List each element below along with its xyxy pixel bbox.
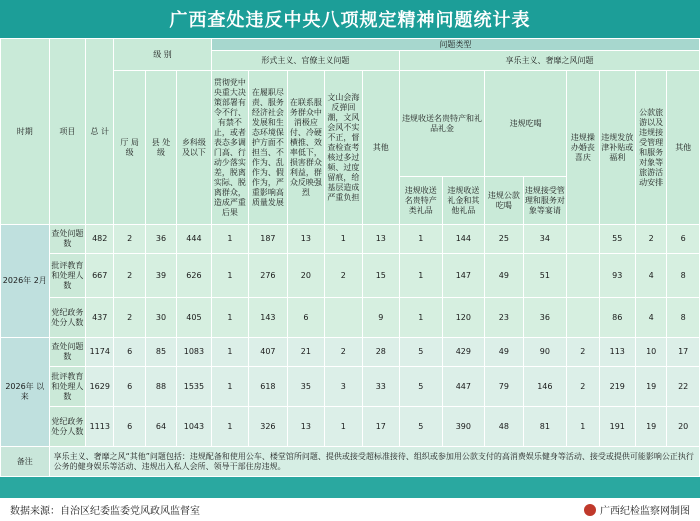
cell: 276 [249, 254, 287, 298]
row-item-label: 批评教育和处理人数 [49, 367, 85, 407]
table-row [1, 225, 700, 254]
header-dine-banquet: 违规接受管理和服务对象等宴请 [523, 177, 567, 225]
cell: 219 [599, 367, 635, 407]
cell: 1 [211, 407, 248, 447]
header-formalism-2: 在履职尽责、服务经济社会发展和生态环境保护方面不担当、不作为、乱作为、假作为，严重影响高质量发展 [249, 71, 287, 225]
cell: 405 [177, 298, 211, 338]
cell: 390 [442, 407, 485, 447]
cell: 144 [442, 225, 485, 254]
cell: 447 [442, 367, 485, 407]
cell: 90 [523, 338, 567, 367]
cell: 1043 [177, 407, 211, 447]
cell: 36 [145, 225, 176, 254]
cell: 5 [400, 407, 443, 447]
data-source: 数据来源：自治区纪委监委党风政风监督室 [10, 506, 200, 517]
cell: 93 [599, 254, 635, 298]
cell: 10 [635, 338, 666, 367]
cell: 6 [114, 338, 145, 367]
cell: 4 [635, 254, 666, 298]
cell: 5 [400, 338, 443, 367]
cell: 482 [86, 225, 114, 254]
cell: 429 [442, 338, 485, 367]
table-row [1, 338, 700, 367]
cell: 2 [325, 254, 362, 298]
cell: 3 [325, 367, 362, 407]
cell: 1113 [86, 407, 114, 447]
row-item-label: 查处问题数 [49, 225, 85, 254]
cell: 2 [114, 254, 145, 298]
cell: 1174 [86, 338, 114, 367]
cell: 2 [567, 367, 599, 407]
cell [567, 298, 599, 338]
table-row [1, 407, 700, 447]
header-formalism-1: 贯彻党中央重大决策部署有令不行、有禁不止，或者表态多调门高、行动少落实差，脱离实际、脱离群众，造成严重后果 [211, 71, 248, 225]
cell: 28 [362, 338, 399, 367]
cell: 1 [400, 254, 443, 298]
row-item-label: 批评教育和处理人数 [49, 254, 85, 298]
header-item: 项目 [49, 39, 85, 225]
cell: 8 [667, 298, 700, 338]
cell: 326 [249, 407, 287, 447]
header-gift-money: 违规收送礼金和其他礼品 [442, 177, 485, 225]
cell: 49 [485, 254, 523, 298]
cell: 143 [249, 298, 287, 338]
cell: 85 [145, 338, 176, 367]
cell: 49 [485, 338, 523, 367]
cell: 2 [567, 338, 599, 367]
cell: 17 [362, 407, 399, 447]
table-row [1, 367, 700, 407]
table-row [1, 298, 700, 338]
header-problem-type: 问题类型 [211, 39, 699, 51]
page-title: 广西查处违反中央八项规定精神问题统计表 [169, 10, 531, 31]
cell: 1 [211, 367, 248, 407]
cell: 191 [599, 407, 635, 447]
cell: 6 [114, 367, 145, 407]
cell: 2 [635, 225, 666, 254]
cell [567, 254, 599, 298]
brand-label: 广西纪检监察网制图 [600, 506, 690, 517]
cell: 20 [287, 254, 324, 298]
cell: 13 [362, 225, 399, 254]
cell: 626 [177, 254, 211, 298]
brand [584, 502, 690, 517]
header-formalism-other: 其他 [362, 71, 399, 225]
cell: 1 [400, 225, 443, 254]
cell: 667 [86, 254, 114, 298]
row-item-label: 党纪政务处分人数 [49, 407, 85, 447]
cell: 147 [442, 254, 485, 298]
header-hedonism: 享乐主义、奢靡之风问题 [400, 51, 700, 71]
cell: 6 [287, 298, 324, 338]
cell: 1 [211, 298, 248, 338]
note-label: 备注 [1, 447, 50, 477]
cell: 55 [599, 225, 635, 254]
header-period: 时期 [1, 39, 50, 225]
cell: 444 [177, 225, 211, 254]
cell: 6 [667, 225, 700, 254]
cell: 1 [211, 338, 248, 367]
header-hed-dine: 违规吃喝 [485, 71, 567, 177]
row-item-label: 查处问题数 [49, 338, 85, 367]
cell: 22 [667, 367, 700, 407]
cell: 437 [86, 298, 114, 338]
cell: 64 [145, 407, 176, 447]
period-label: 2026年 2月 [1, 225, 50, 338]
cell: 25 [485, 225, 523, 254]
cell: 1629 [86, 367, 114, 407]
header-formalism: 形式主义、官僚主义问题 [211, 51, 399, 71]
cell: 17 [667, 338, 700, 367]
emblem-icon [584, 504, 596, 516]
header-gift-specialty: 违规收送名贵特产类礼品 [400, 177, 443, 225]
cell: 187 [249, 225, 287, 254]
cell: 1 [211, 254, 248, 298]
cell: 19 [635, 367, 666, 407]
header-level-xian: 县 处 级 [145, 71, 176, 225]
row-item-label: 党纪政务处分人数 [49, 298, 85, 338]
cell: 1 [325, 225, 362, 254]
cell: 618 [249, 367, 287, 407]
cell: 4 [635, 298, 666, 338]
cell: 146 [523, 367, 567, 407]
cell: 15 [362, 254, 399, 298]
cell: 2 [325, 338, 362, 367]
cell: 1 [567, 407, 599, 447]
cell: 51 [523, 254, 567, 298]
cell: 13 [287, 407, 324, 447]
cell: 2 [114, 225, 145, 254]
header-level-ting: 厅 局 级 [114, 71, 145, 225]
table-row [1, 254, 700, 298]
header-formalism-3: 在联系服务群众中消极应付、冷硬横推、效率低下，损害群众利益，群众反映强烈 [287, 71, 324, 225]
cell: 1535 [177, 367, 211, 407]
cell: 1 [400, 298, 443, 338]
cell: 81 [523, 407, 567, 447]
cell: 35 [287, 367, 324, 407]
cell: 34 [523, 225, 567, 254]
note-text: 享乐主义、奢靡之风“其他”问题包括：违规配备和使用公车、楼堂馆所问题、提供或接受超标准接待、组织或参加用公款支付的高消费娱乐健身等活动、接受或提供可能影响公正执行公务的健身娱乐等活动、违规出入私人会所、领导干部住房违规。 [49, 447, 699, 477]
cell: 88 [145, 367, 176, 407]
title-bar [0, 0, 700, 38]
cell: 48 [485, 407, 523, 447]
header-hed-travel: 公款旅游以及违规接受管理和服务对象等旅游活动安排 [635, 71, 666, 225]
cell: 86 [599, 298, 635, 338]
cell: 20 [667, 407, 700, 447]
cell: 5 [400, 367, 443, 407]
header-hed-other: 其他 [667, 71, 700, 225]
cell: 407 [249, 338, 287, 367]
cell: 9 [362, 298, 399, 338]
header-hed-wedding: 违规操办婚丧喜庆 [567, 71, 599, 225]
cell: 113 [599, 338, 635, 367]
period-label: 2026年 以来 [1, 338, 50, 447]
cell: 23 [485, 298, 523, 338]
cell [325, 298, 362, 338]
cell: 2 [114, 298, 145, 338]
cell: 30 [145, 298, 176, 338]
header-formalism-4: 文山会海反弹回潮，文风会风不实不正，督查检查考核过多过频、过度留痕，给基层造成严重负担 [325, 71, 362, 225]
cell: 13 [287, 225, 324, 254]
cell: 8 [667, 254, 700, 298]
cell: 39 [145, 254, 176, 298]
cell: 33 [362, 367, 399, 407]
cell: 120 [442, 298, 485, 338]
footer [0, 498, 700, 521]
cell: 79 [485, 367, 523, 407]
cell: 36 [523, 298, 567, 338]
statistics-table [0, 38, 700, 477]
cell: 1 [325, 407, 362, 447]
cell: 21 [287, 338, 324, 367]
header-hed-allowance: 违规发放津补贴或福利 [599, 71, 635, 225]
cell: 1 [211, 225, 248, 254]
header-hed-gift: 违规收送名贵特产和礼品礼金 [400, 71, 485, 177]
cell: 6 [114, 407, 145, 447]
header-level-group: 级 别 [114, 39, 211, 71]
cell: 19 [635, 407, 666, 447]
cell [567, 225, 599, 254]
header-level-xiang: 乡科级 及以下 [177, 71, 211, 225]
header-total: 总 计 [86, 39, 114, 225]
cell: 1083 [177, 338, 211, 367]
header-dine-public: 违规公款吃喝 [485, 177, 523, 225]
